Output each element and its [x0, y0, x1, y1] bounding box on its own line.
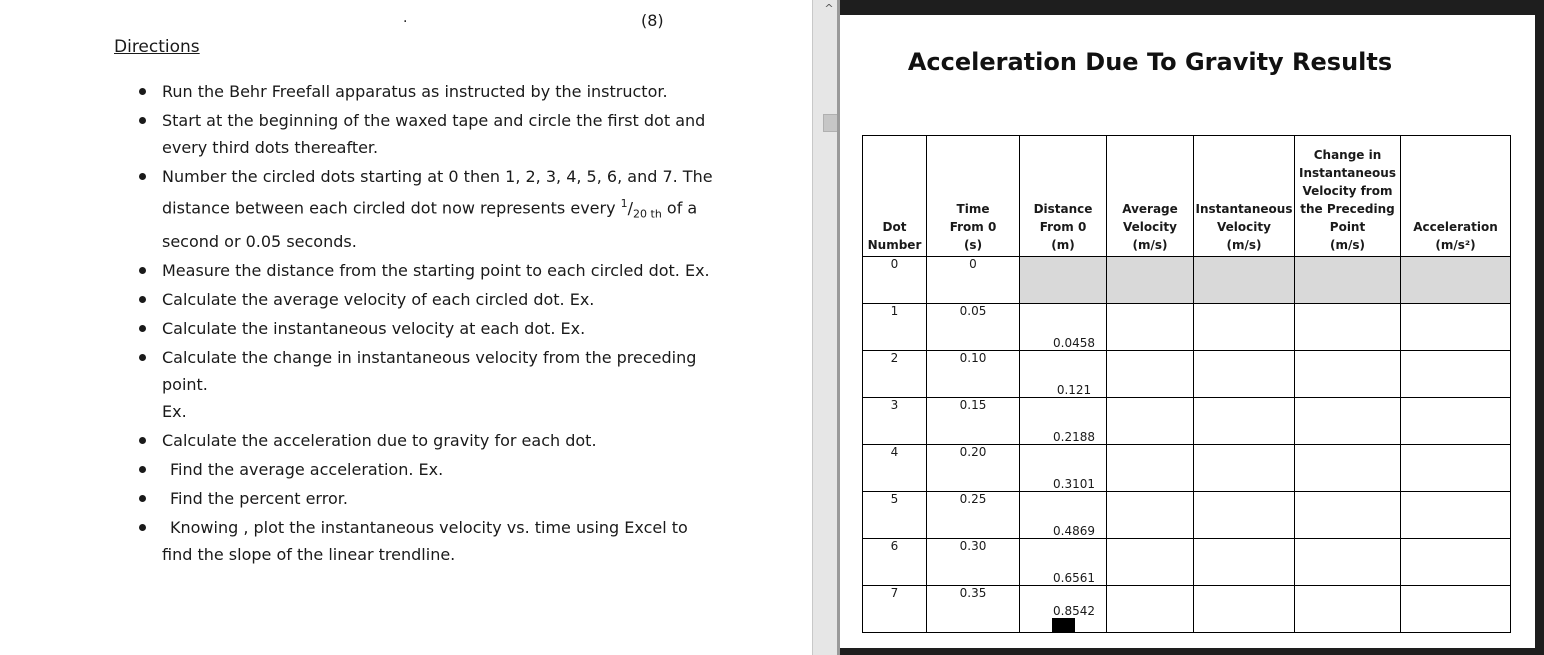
- list-item: [134, 78, 714, 105]
- cell-distance-value: 0.121: [1056, 383, 1092, 397]
- fraction-prefix: distance between each circled dot now represents every: [162, 198, 621, 218]
- cell-dot-number[interactable]: [863, 398, 927, 445]
- header-instantaneous-velocity: [1194, 136, 1295, 257]
- cell-change-in-velocity[interactable]: [1295, 445, 1401, 492]
- cell-average-velocity[interactable]: [1107, 492, 1194, 539]
- cell-instantaneous-velocity[interactable]: [1194, 539, 1295, 586]
- cell-change-in-velocity[interactable]: [1295, 586, 1401, 633]
- cell-time-value: 0.05: [959, 304, 987, 318]
- cell-time[interactable]: [927, 257, 1020, 304]
- fraction-suffix: of a: [661, 198, 698, 218]
- cell-distance[interactable]: [1020, 492, 1107, 539]
- cell-change-in-velocity[interactable]: [1295, 492, 1401, 539]
- stray-dot-text: .: [403, 10, 408, 26]
- cell-acceleration[interactable]: [1401, 539, 1511, 586]
- cell-time-value: 0.30: [959, 539, 987, 553]
- results-table: [862, 135, 1511, 633]
- list-item-text: Number the circled dots starting at 0 then 1, 2, 3, 4, 5, 6, and 7. The: [162, 167, 713, 186]
- cell-distance-value: 0.2188: [1053, 430, 1095, 444]
- header-line: (m/s²): [1435, 238, 1476, 252]
- cell-distance[interactable]: [1020, 257, 1107, 304]
- cell-dot-number-value: 2: [890, 351, 899, 365]
- text-cursor: [1052, 618, 1075, 632]
- cell-time-value: 0.10: [959, 351, 987, 365]
- cell-time[interactable]: [927, 304, 1020, 351]
- cell-acceleration[interactable]: [1401, 304, 1511, 351]
- list-item: [134, 456, 714, 483]
- header-line: Velocity: [1217, 220, 1271, 234]
- cell-change-in-velocity[interactable]: [1295, 398, 1401, 445]
- list-item-text: Find the percent error.: [170, 488, 348, 508]
- cell-distance[interactable]: [1020, 586, 1107, 633]
- table-row: [863, 445, 1511, 492]
- cell-average-velocity[interactable]: [1107, 304, 1194, 351]
- cell-dot-number[interactable]: [863, 304, 927, 351]
- cell-time-value: 0: [969, 257, 977, 271]
- header-line: Point: [1329, 220, 1366, 234]
- cell-time[interactable]: [927, 351, 1020, 398]
- cell-acceleration[interactable]: [1401, 351, 1511, 398]
- table-row: [863, 257, 1511, 304]
- cell-time[interactable]: [927, 539, 1020, 586]
- cell-dot-number-value: 6: [890, 539, 899, 553]
- header-line: Instantaneous: [1195, 202, 1293, 216]
- cell-distance-value: 0.0458: [1053, 336, 1095, 350]
- header-line: (m/s): [1226, 238, 1262, 252]
- header-line: Instantaneous: [1299, 166, 1396, 180]
- cell-average-velocity[interactable]: [1107, 586, 1194, 633]
- list-item-text: Calculate the average velocity of each circled dot. Ex.: [162, 289, 595, 309]
- cell-acceleration[interactable]: [1401, 445, 1511, 492]
- cell-dot-number[interactable]: [863, 492, 927, 539]
- cell-dot-number-value: 3: [890, 398, 899, 412]
- right-document-page: [840, 15, 1535, 648]
- cell-dot-number-value: 7: [890, 586, 899, 600]
- header-line: Distance: [1033, 202, 1093, 216]
- list-item: [134, 107, 714, 161]
- points-value: (8): [641, 11, 664, 30]
- cell-distance[interactable]: [1020, 539, 1107, 586]
- cell-change-in-velocity[interactable]: [1295, 304, 1401, 351]
- header-line: the Preceding: [1300, 202, 1395, 216]
- cell-dot-number-value: 1: [890, 304, 899, 318]
- header-line: (m): [1051, 238, 1075, 252]
- header-line: From 0: [1039, 220, 1087, 234]
- cell-time[interactable]: [927, 586, 1020, 633]
- header-line: Change in: [1313, 148, 1382, 162]
- cell-dot-number[interactable]: [863, 586, 927, 633]
- header-line: From 0: [949, 220, 997, 234]
- list-item-text: Measure the distance from the starting point to each circled dot. Ex.: [162, 260, 710, 280]
- cell-dot-number[interactable]: [863, 445, 927, 492]
- cell-change-in-velocity[interactable]: [1295, 539, 1401, 586]
- cell-instantaneous-velocity[interactable]: [1194, 398, 1295, 445]
- directions-heading: Directions: [114, 37, 200, 57]
- list-item: [134, 163, 714, 255]
- cell-distance-value: 0.3101: [1053, 477, 1095, 491]
- table-row: [863, 539, 1511, 586]
- cell-change-in-velocity[interactable]: [1295, 351, 1401, 398]
- cell-time-value: 0.15: [959, 398, 987, 412]
- header-dot-number: [863, 136, 927, 257]
- header-line: Acceleration: [1413, 220, 1498, 234]
- list-item: [134, 514, 714, 568]
- cell-dot-number[interactable]: [863, 351, 927, 398]
- cell-distance[interactable]: [1020, 398, 1107, 445]
- header-line: (m/s): [1330, 238, 1365, 252]
- cell-acceleration[interactable]: [1401, 586, 1511, 633]
- cell-acceleration[interactable]: [1401, 492, 1511, 539]
- header-line: (m/s): [1132, 238, 1168, 252]
- list-item-text: every third dots thereafter.: [162, 138, 379, 157]
- list-item: [134, 315, 714, 342]
- list-item-text: Start at the beginning of the waxed tape and circle the first dot and: [162, 111, 706, 130]
- table-body: [863, 257, 1511, 633]
- cell-average-velocity[interactable]: [1107, 539, 1194, 586]
- header-distance: [1020, 136, 1107, 257]
- scroll-up-arrow-icon[interactable]: ^: [824, 2, 834, 15]
- table-row: [863, 492, 1511, 539]
- fraction-denominator: 20 th: [633, 207, 662, 221]
- header-time: [927, 136, 1020, 257]
- directions-list: [134, 78, 714, 570]
- list-item: [134, 257, 714, 284]
- cell-instantaneous-velocity[interactable]: [1194, 351, 1295, 398]
- table-row: [863, 586, 1511, 633]
- cell-dot-number-value: 4: [890, 445, 899, 459]
- header-change-in-velocity: [1295, 136, 1401, 257]
- cell-time-value: 0.35: [959, 586, 987, 600]
- table-row: [863, 398, 1511, 445]
- cell-dot-number-value: 5: [890, 492, 899, 506]
- list-item: [134, 344, 714, 425]
- cell-average-velocity[interactable]: [1107, 257, 1194, 304]
- cell-distance[interactable]: [1020, 351, 1107, 398]
- header-line: Velocity from: [1302, 184, 1393, 198]
- list-item: [134, 286, 714, 313]
- cell-time-value: 0.20: [959, 445, 987, 459]
- header-line: Velocity: [1123, 220, 1177, 234]
- cell-dot-number[interactable]: [863, 539, 927, 586]
- cell-time-value: 0.25: [959, 492, 987, 506]
- cell-change-in-velocity[interactable]: [1295, 257, 1401, 304]
- list-item-text: find the slope of the linear trendline.: [162, 544, 456, 564]
- cell-average-velocity[interactable]: [1107, 398, 1194, 445]
- list-item-text: point.: [162, 374, 208, 394]
- list-item-text: distance between each circled dot now represents every $^1/_{20 th}$ of a: [162, 197, 698, 221]
- header-acceleration: [1401, 136, 1511, 257]
- list-item-text: Ex.: [162, 401, 187, 421]
- cell-instantaneous-velocity[interactable]: [1194, 257, 1295, 304]
- table-row: [863, 304, 1511, 351]
- cell-distance[interactable]: [1020, 445, 1107, 492]
- list-item-text: Calculate the instantaneous velocity at each dot. Ex.: [162, 318, 586, 338]
- cell-instantaneous-velocity[interactable]: [1194, 445, 1295, 492]
- cell-dot-number-value: 0: [890, 257, 899, 271]
- header-line: (s): [963, 238, 983, 252]
- fraction-numerator: 1: [620, 197, 628, 210]
- header-line: Average: [1122, 202, 1178, 216]
- cell-distance-value: 0.6561: [1053, 571, 1095, 585]
- table-row: [863, 351, 1511, 398]
- cell-dot-number[interactable]: [863, 257, 927, 304]
- page-title: Acceleration Due To Gravity Results: [907, 48, 1393, 76]
- cell-instantaneous-velocity[interactable]: [1194, 304, 1295, 351]
- header-line: Time: [956, 202, 990, 216]
- cell-average-velocity[interactable]: [1107, 445, 1194, 492]
- cell-time[interactable]: [927, 445, 1020, 492]
- cell-distance[interactable]: [1020, 304, 1107, 351]
- cell-time[interactable]: [927, 398, 1020, 445]
- list-item-text: Run the Behr Freefall apparatus as instructed by the instructor.: [162, 82, 668, 101]
- cell-distance-value: 0.4869: [1053, 524, 1095, 538]
- header-line: Dot: [882, 220, 907, 234]
- cell-average-velocity[interactable]: [1107, 351, 1194, 398]
- header-line: Number: [867, 238, 922, 252]
- list-item: [134, 427, 714, 454]
- list-item-text: Find the average acceleration. Ex.: [170, 459, 444, 479]
- list-item-text: Calculate the acceleration due to gravity for each dot.: [162, 430, 597, 450]
- cell-acceleration[interactable]: [1401, 398, 1511, 445]
- table-header-row: [863, 136, 1511, 257]
- list-item-text: Calculate the change in instantaneous velocity from the preceding: [162, 347, 697, 367]
- cell-instantaneous-velocity[interactable]: [1194, 492, 1295, 539]
- cell-instantaneous-velocity[interactable]: [1194, 586, 1295, 633]
- cell-acceleration[interactable]: [1401, 257, 1511, 304]
- list-item: [134, 485, 714, 512]
- list-item-text: second or 0.05 seconds.: [162, 231, 357, 251]
- list-item-text: Knowing , plot the instantaneous velocity vs. time using Excel to: [170, 517, 688, 537]
- header-average-velocity: [1107, 136, 1194, 257]
- cell-time[interactable]: [927, 492, 1020, 539]
- cell-distance-value: 0.8542: [1053, 603, 1095, 618]
